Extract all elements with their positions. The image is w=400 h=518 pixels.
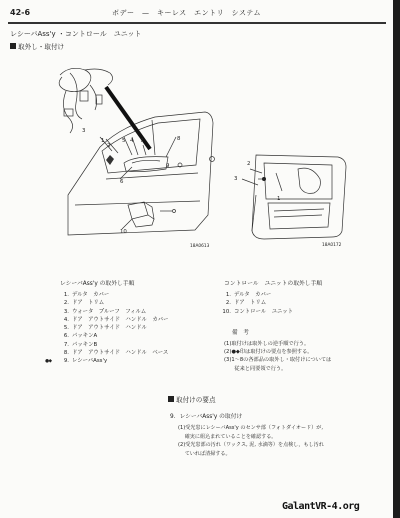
list-item: 6. パッキンA xyxy=(63,333,98,340)
install-heading xyxy=(168,396,216,404)
list-item: 10. コントロール ユニット xyxy=(222,308,293,315)
install-line: (1)受光窓にレシーバAss'y のセンサ部（フォトダイオード）が, xyxy=(178,425,324,431)
list-item: 1. デルタ カバー xyxy=(225,292,272,298)
callout-right-1: 1 xyxy=(277,196,281,202)
figure-code-right: 18A0172 xyxy=(322,243,342,248)
removal-heading-text: 取外し・取付け xyxy=(18,43,65,51)
note-line: 従来と同要領で行う。 xyxy=(224,365,287,372)
receiver-steps-list xyxy=(45,291,169,367)
callout-4: 4 xyxy=(130,138,134,144)
list-item: 8. ドア アウトサイド ハンドル ベース xyxy=(63,350,169,357)
list-item: 3. ウォータ プルーフ フィルム xyxy=(63,308,147,315)
removal-heading xyxy=(10,43,64,51)
list-item: 7. パッキンB xyxy=(63,341,98,348)
control-steps-list xyxy=(218,291,293,316)
notes-list xyxy=(224,340,331,373)
list-item: 5. ドア アウトサイド ハンドル xyxy=(63,325,147,332)
callout-right-2: 2 xyxy=(247,161,251,167)
callout-right-3: 3 xyxy=(234,176,238,182)
list-item: 4. ドア アウトサイド ハンドル カバー xyxy=(63,316,169,323)
page-subtitle: レシーバAss'y ・コントロール ユニット xyxy=(10,30,142,38)
install-line: (2)受光窓部の汚れ（ワックス, 泥, 水滴等）を点検し，もし汚れ xyxy=(178,442,324,449)
note-line: (1)取付けは取外しの逆手順で行う。 xyxy=(224,341,310,347)
page-number: 42-6 xyxy=(10,8,31,17)
door-receiver-illustration xyxy=(40,55,225,270)
callout-3-left: 3 xyxy=(82,128,86,134)
install-item-title: 9．レシーバAss'y の取付け xyxy=(170,414,243,420)
callout-9: 9 xyxy=(166,163,170,169)
install-steps xyxy=(178,424,324,458)
callout-7: 7 xyxy=(140,138,144,144)
list-item: ●◆ 9. レシーバAss'y xyxy=(45,358,108,365)
figure-code-left: 18A0613 xyxy=(190,244,210,249)
callout-5: 5 xyxy=(122,138,126,144)
binding-edge xyxy=(393,0,400,518)
receiver-steps-title: レシーバAss'y の取外し手順 xyxy=(60,281,135,287)
watermark-text: GalantVR-4.org xyxy=(282,501,360,512)
control-steps-title: コントロール ユニットの取外し手順 xyxy=(224,281,323,287)
install-line: 確実に組込まれていることを確認する。 xyxy=(178,433,277,440)
list-item: 2. ドア トリム xyxy=(225,300,267,307)
door-trim-illustration xyxy=(228,135,363,250)
callout-6: 6 xyxy=(120,179,124,185)
callout-1: 1 xyxy=(101,138,105,144)
section-header: ボデー — キーレス エントリ システム xyxy=(112,9,261,17)
note-line: (3)1～8の各部品の取外し・取付けについては xyxy=(224,357,332,364)
callout-2: 2 xyxy=(107,143,111,149)
notes-title: 備 考 xyxy=(232,330,249,336)
note-line: (2)●◆印は取付けの要点を参照する。 xyxy=(224,349,313,356)
callout-10: 10 xyxy=(120,229,127,235)
callout-8: 8 xyxy=(177,136,181,142)
install-heading-text: 取付けの要点 xyxy=(176,396,216,404)
header-rule xyxy=(8,22,386,24)
list-item: 1. デルタ カバー xyxy=(63,292,110,298)
install-line: ていれば清掃する。 xyxy=(178,450,231,457)
list-item: 2. ドア トリム xyxy=(63,300,105,307)
